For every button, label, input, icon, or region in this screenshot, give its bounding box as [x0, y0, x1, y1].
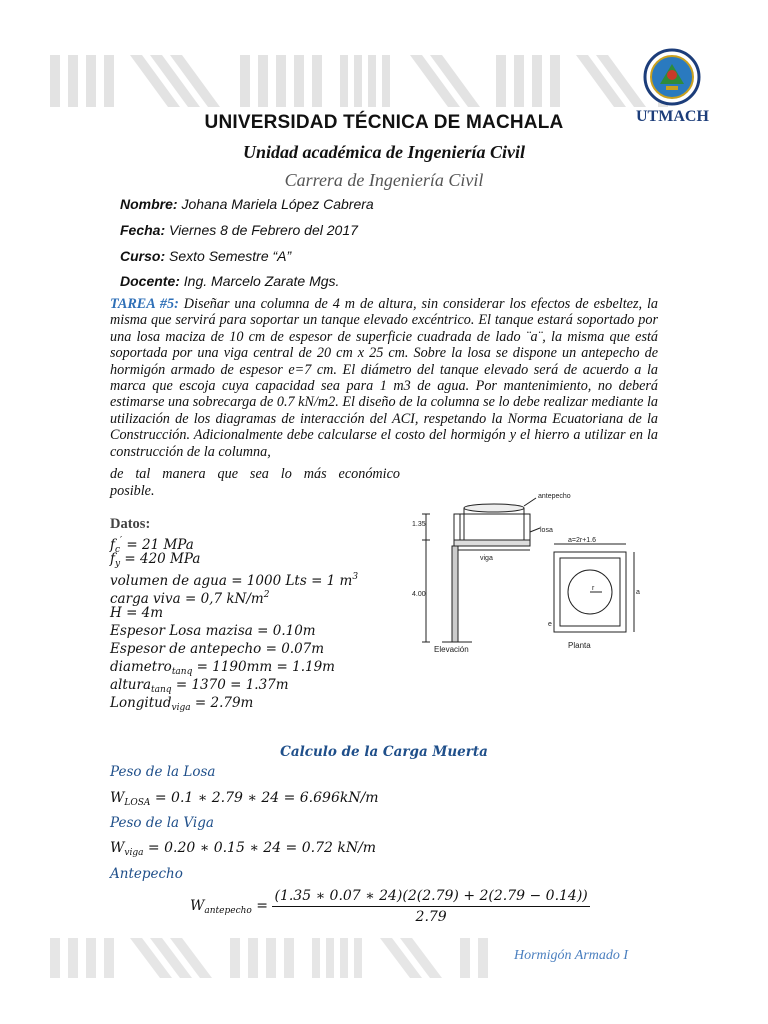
academic-unit: Unidad académica de Ingeniería Civil	[243, 142, 525, 162]
date	[120, 222, 358, 238]
label-135: 1.35	[412, 521, 426, 528]
teacher	[120, 273, 339, 289]
date-value: Viernes 8 de Febrero del 2017	[169, 222, 358, 238]
teacher-value: Ing. Marcelo Zarate Mgs.	[183, 273, 340, 289]
vol-label: volumen de agua	[110, 573, 227, 589]
w-viga-equation: $W_{viga} = 0.20$ ∗ 0.15 ∗ 24 = 0.72 kN/m	[110, 840, 377, 858]
carga-value: = 0,7 kN/m	[184, 591, 264, 607]
peso-viga-label: Peso de la Viga	[110, 815, 214, 831]
diam-sub: tanq	[171, 667, 193, 677]
alt-label: altura	[110, 677, 151, 693]
w-viga-sub: viga	[124, 848, 144, 858]
course	[120, 248, 291, 264]
w-losa-eq: = 0.1 ∗ 2.79 ∗ 24 = 6.696kN/m	[150, 790, 379, 806]
datos-altura	[110, 676, 358, 694]
task-description	[110, 296, 658, 460]
datos-antepecho: Espesor de antepecho = 0.07m	[110, 641, 325, 657]
label-e: e	[548, 621, 552, 628]
task-text-end1: de tal manera que sea lo más económico	[110, 466, 400, 482]
w-ante-numerator: (1.35 ∗ 0.07 ∗ 24)(2(2.79) + 2(2.79 − 0.14))	[272, 888, 589, 907]
w-ante-sub: antepecho	[204, 905, 252, 916]
name-value: Johana Mariela López Cabrera	[181, 196, 374, 212]
diam-label: diametro	[110, 659, 172, 675]
w-viga-eq: = 0.20 ∗ 0.15 ∗ 24 = 0.72 kN/m	[143, 840, 377, 856]
label-antepecho: antepecho	[538, 493, 571, 500]
label-viga: viga	[480, 555, 493, 562]
label-losa: losa	[540, 527, 553, 534]
datos-h: H = 4m	[110, 605, 164, 621]
label-400: 4.00	[412, 591, 426, 598]
career-name: Carrera de Ingeniería Civil	[284, 170, 484, 190]
structure-figure	[412, 492, 642, 660]
label-r: r	[592, 585, 595, 592]
teacher-label: Docente:	[120, 273, 180, 289]
diam-value: = 1190mm = 1.19m	[192, 659, 335, 675]
label-a: a	[636, 589, 640, 596]
datos-fc: $f_c' = 21$ MPa	[110, 536, 194, 555]
datos-label: Datos:	[110, 516, 151, 532]
w-antepecho-equation: $W_{antepecho}$ = $\frac{(1.35 ∗ 0.07 ∗ 24)(2(2.79) + 2(2.79 - 0.14))}{2.79}$	[190, 888, 588, 925]
student-name	[120, 196, 374, 212]
label-planta: Planta	[568, 641, 591, 650]
university-title: UNIVERSIDAD TÉCNICA DE MACHALA	[204, 112, 564, 133]
calc-heading: Calculo de la Carga Muerta	[280, 744, 488, 760]
course-label: Curso:	[120, 248, 166, 264]
logo-text: UTMACH	[636, 108, 709, 125]
task-text: Diseñar una columna de 4 m de altura, sin considerar los efectos de esbeltez, la misma que servirá para soportar un tanque elevado excéntrico. El tanque estará soportado por una losa maciza de 10 cm de espesor de superficie cuadrada de lado ¨a¨, la misma que está soportada por una viga central de 20 cm x 25 cm. Sobre la losa se dispone un antepecho de hormigón armado de espesor e=7 cm. El diámetro del tanque elevado será de acuerdo a la marca que escoja cuya capacidad sea para 1 m3 de agua. Por mantenimiento, no deberá estimarse una sobrecarga de 0.7 kN/m2. El diseño de la columna se lo debe realizar mediante la utilización de los diagramas de interacción del ACI, respetando la Norma Ecuatoriana de la Construcción. Adicionalmente debe calcularse el costo del hormigón y el hierro a utilizar en la construcción de la columna,	[110, 296, 659, 460]
university-seal-logo	[640, 48, 704, 106]
header-decorative-band	[50, 55, 710, 107]
w-losa-equation: $W_{LOSA} = 0.1$ ∗ 2.79 ∗ 24 = 6.696kN/m	[110, 790, 379, 808]
label-elevacion: Elevación	[434, 645, 469, 654]
label-a-dim: a=2r+1.6	[568, 537, 597, 544]
course-value: Sexto Semestre “A”	[169, 248, 292, 264]
datos-volumen: volumen de agua = 1000 Lts = 1 $m^3$	[110, 572, 359, 589]
task-text-end2: posible.	[110, 483, 155, 499]
antepecho-label: Antepecho	[110, 866, 183, 882]
carga-label: carga viva	[110, 591, 181, 607]
long-label: Longitud	[110, 695, 172, 711]
fc-value: = 21 MPa	[126, 537, 194, 553]
datos-carga: carga viva = 0,7 $kN/m^2$	[110, 590, 270, 607]
datos-list	[110, 532, 358, 712]
datos-longitud	[110, 694, 358, 712]
datos-fy: $f_y = 420$ MPa	[110, 551, 201, 569]
w-losa-sub: LOSA	[124, 798, 151, 808]
alt-value: = 1370 = 1.37m	[171, 677, 289, 693]
footer-course-name: Hormigón Armado I	[514, 948, 629, 963]
task-label: TAREA #5:	[110, 296, 179, 312]
date-label: Fecha:	[120, 222, 166, 238]
long-sub: viga	[171, 703, 191, 713]
alt-sub: tanq	[151, 685, 172, 695]
peso-losa-label: Peso de la Losa	[110, 764, 216, 780]
w-ante-denominator: 2.79	[415, 909, 447, 925]
name-label: Nombre:	[120, 196, 178, 212]
fy-value: = 420 MPa	[124, 551, 201, 567]
long-value: = 2.79m	[190, 695, 254, 711]
datos-diametro	[110, 658, 358, 676]
w-antepecho-fraction	[272, 888, 589, 925]
vol-value: = 1000 Lts = 1 m	[231, 573, 353, 589]
datos-losa: Espesor Losa mazisa = 0.10m	[110, 623, 316, 639]
